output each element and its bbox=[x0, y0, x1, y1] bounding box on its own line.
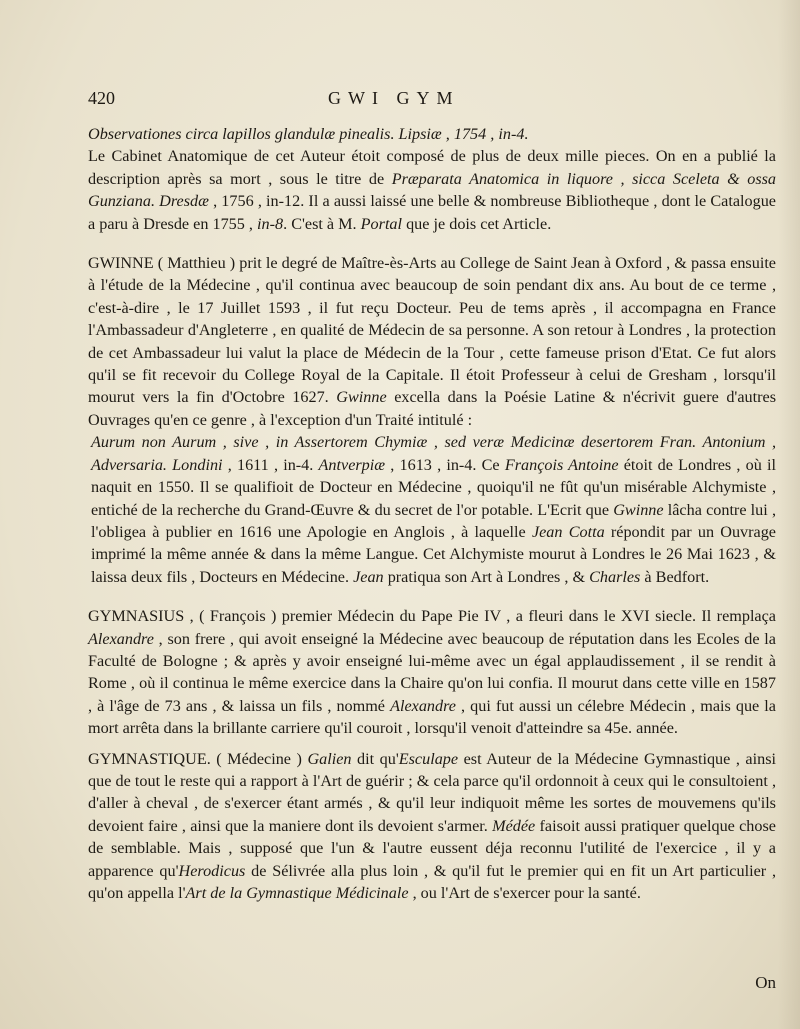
text-run: à Bedfort. bbox=[640, 567, 710, 586]
italic-run: Art de la Gymnastique Médicinale bbox=[185, 884, 409, 902]
italic-run: Médée bbox=[492, 816, 536, 835]
text-run: excella dans la Poésie Latine & n'écrivit guere d'autres Ouvrages qu'en ce genre , à l'exception d'un Traité intitulé : bbox=[88, 388, 776, 429]
text-run: pratiqua son Art à Londres , & bbox=[383, 567, 590, 586]
italic-run: Charles bbox=[589, 567, 641, 586]
text-run: étoit de Londres , où il naquit en 1550. Il se qualifioit de Docteur en Médecine , quoiqu'il ne fût qu'un misérable Alchymiste , entiché de la recherche du Grand-Œuvre & du secret de l'or potable. L'Ecrit que bbox=[91, 455, 776, 519]
catchword: On bbox=[755, 973, 776, 992]
text-run: , son frere , qui avoit enseigné la Médecine avec beaucoup de réputation dans les Ecoles de la Faculté de Bologne ; & après y avoir enseigné lui-même avec un égal applaudissement , il se rendit à Rome , où il continua le même exercice dans la Chaire qu'on lui confia. Il mourut dans cette ville en 1587 , à l'âge de 73 ans , & laissa un fils , nommé bbox=[88, 629, 776, 715]
text-run: de Sélivrée alla plus loin , & qu'il fut le premier qui en fit un Art particulier , qu'on appella l' bbox=[88, 861, 776, 902]
text-run: GWINNE ( Matthieu ) prit le degré de Maître-ès-Arts au College de Saint Jean à Oxford , & passa ensuite à l'étude de la Médecine , qu'il continua avec beaucoup de soin pendant dix ans. Au bout de ce terme , c'est-à-dire , le 17 Juillet 1593 , il fut reçu Docteur. Peu de tems après , il accompagna en France l'Ambassadeur d'Angleterre , en qualité de Médecin de sa personne. A son retour à Londres , la protection de cet Ambassadeur lui valut la place de Médecin de la Tour , cette fameuse prison d'Etat. Ce fut alors qu'il se fit recevoir du College Royal de la Capitale. Il étoit Professeur à celui de Gresham , lorsqu'il mourut vers la fin d'Octobre 1627. bbox=[88, 254, 776, 407]
page-body bbox=[88, 123, 776, 904]
text-run: est Auteur de la Médecine Gymnastique , ainsi que de tout le reste qui a rapport à l'Art de guérir ; & cela parce qu'il ordonnoit à ceux qui le consultoient , d'aller à cheval , de s'exercer étant armés , & qu'il leur indiquoit même les sortes de mouvemens qu'ils devoient faire , ainsi que la maniere dont ils devoient s'armer. bbox=[88, 749, 776, 835]
italic-run: Esculape bbox=[398, 749, 459, 768]
text-run: dit qu' bbox=[351, 749, 399, 768]
text-run: , 1611 , in-4. bbox=[222, 455, 319, 474]
italic-run: Gwinne bbox=[336, 388, 387, 407]
page-number: 420 bbox=[88, 88, 115, 108]
italic-run: Alexandre bbox=[390, 696, 456, 715]
text-run: Le Cabinet Anatomique de cet Auteur étoit composé de plus de deux mille pieces. On en a publié la description après sa mort , sous le titre de bbox=[88, 147, 776, 188]
page-header bbox=[88, 88, 778, 112]
intro-paragraph bbox=[88, 145, 776, 235]
text-run: faisoit aussi pratiquer quelque chose de semblable. Mais , supposé que l'un & l'autre eussent déja reconnu l'utilité de l'exercice , il y a apparence qu' bbox=[88, 816, 776, 880]
intro-title-text: Observationes circa lapillos glandulæ pinealis. Lipsiæ , 1754 , in-4. bbox=[88, 125, 529, 143]
italic-run: François Antoine bbox=[504, 455, 619, 474]
italic-run: Galien bbox=[307, 749, 352, 768]
italic-run: Aurum non Aurum , sive , in Assertorem Chymiæ , sed veræ Medicinæ desertorem Fran. Antonium , Adversaria. Londini bbox=[91, 433, 776, 474]
text-run: GYMNASIUS , ( François ) premier Médecin du Pape Pie IV , a fleuri dans le XVI siecle. Il remplaça bbox=[88, 607, 776, 626]
entry-gwinne bbox=[88, 252, 776, 431]
text-run: que je dois cet Article. bbox=[402, 214, 552, 233]
text-run: , qui fut aussi un célebre Médecin , mais que la mort arrêta dans la brillante carriere qu'il couroit , lorsqu'il venoit d'atteindre sa 45e. année. bbox=[88, 696, 776, 738]
text-run: répondit par un Ouvrage imprimé la même année & dans la même Langue. Cet Alchymiste mourut à Londres le 26 Mai 1623 , & laissa deux fils , Docteurs en Médecine. bbox=[91, 522, 776, 586]
italic-run: in-8 bbox=[257, 214, 284, 233]
text-run: GYMNASTIQUE. ( Médecine ) bbox=[88, 749, 308, 768]
italic-run: Gwinne bbox=[613, 500, 664, 519]
intro-title-line bbox=[88, 123, 776, 145]
italic-run: Jean Cotta bbox=[531, 522, 605, 541]
italic-run: Herodicus bbox=[178, 861, 246, 880]
entry-gymnastique bbox=[88, 748, 776, 905]
italic-run: Portal bbox=[360, 214, 403, 233]
entry-gymnasius bbox=[88, 605, 776, 739]
page-edge-shadow bbox=[778, 0, 800, 1029]
text-run: . C'est à M. bbox=[283, 214, 361, 233]
italic-run: Jean bbox=[353, 567, 384, 586]
text-run: , 1613 , in-4. Ce bbox=[385, 455, 505, 474]
italic-run: Antverpiæ bbox=[318, 455, 386, 474]
text-run: , ou l'Art de s'exercer pour la santé. bbox=[408, 884, 641, 902]
italic-run: Alexandre bbox=[88, 629, 154, 648]
entry-gwinne-citation bbox=[88, 431, 776, 588]
text-run: , 1756 , in-12. Il a aussi laissé une belle & nombreuse Bibliotheque , dont le Catalogue a paru à Dresde en 1755 , bbox=[88, 192, 776, 233]
italic-run: Præparata Anatomica in liquore , sicca Sceleta & ossa Gunziana. Dresdæ bbox=[88, 169, 777, 211]
running-head: GWI GYM bbox=[328, 88, 460, 108]
text-run: lâcha contre lui , l'obligea à publier en 1616 une Apologie en Anglois , à laquelle bbox=[91, 500, 776, 541]
